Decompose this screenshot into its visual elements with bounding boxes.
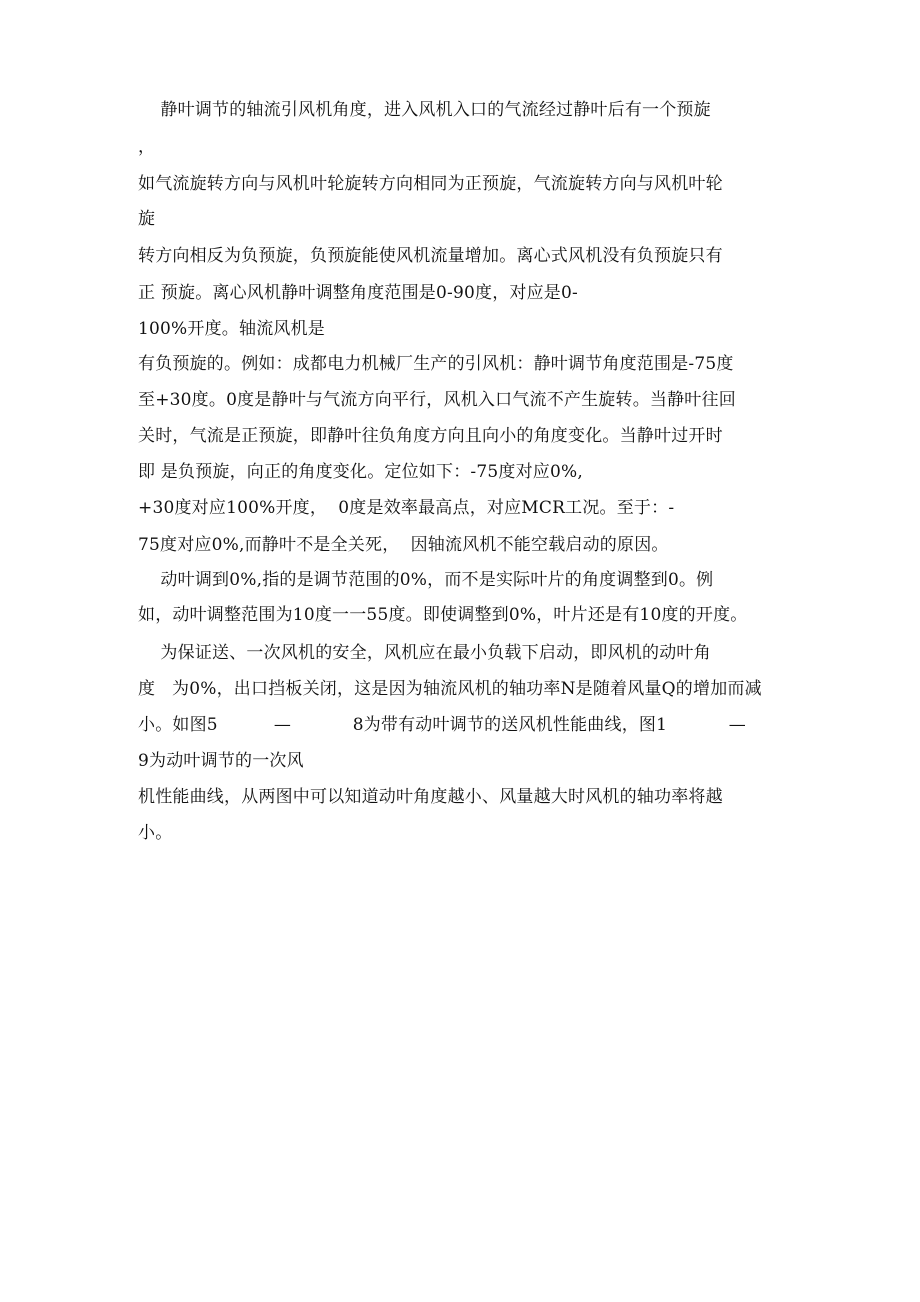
text-line: 75度对应0%,而静叶不是全关死， 因轴流风机不能空载启动的原因。 — [138, 535, 669, 555]
text-line: 有负预旋的。例如：成都电力机械厂生产的引风机：静叶调节角度范围是-75度 — [138, 354, 734, 374]
text-line: 度 为0%，出口挡板关闭，这是因为轴流风机的轴功率N是随着风量Q的增加而减 — [138, 679, 762, 699]
text-line: 即 是负预旋，向正的角度变化。定位如下：-75度对应0%, — [138, 462, 583, 482]
text-line: ， — [138, 137, 156, 157]
text-line: 为保证送、一次风机的安全，风机应在最小负载下启动，即风机的动叶角 — [138, 643, 711, 663]
text-line: +30度对应100%开度， 0度是效率最高点，对应MCR工况。至于：- — [138, 498, 675, 518]
text-line: 正 预旋。离心风机静叶调整角度范围是0-90度，对应是0- — [138, 283, 578, 303]
text-line: 小。 — [138, 823, 173, 843]
text-line: 如气流旋转方向与风机叶轮旋转方向相同为正预旋，气流旋转方向与风机叶轮 — [138, 174, 723, 194]
text-line: 转方向相反为负预旋，负预旋能使风机流量增加。离心式风机没有负预旋只有 — [138, 246, 723, 266]
text-line: 动叶调到0%,指的是调节范围的0%，而不是实际叶片的角度调整到0。例 — [138, 570, 714, 590]
text-line: 100%开度。轴流风机是 — [138, 319, 326, 339]
text-line: 静叶调节的轴流引风机角度，进入风机入口的气流经过静叶后有一个预旋 — [138, 100, 711, 120]
text-line: 旋 — [138, 209, 156, 229]
text-line: 关时，气流是正预旋，即静叶往负角度方向且向小的角度变化。当静叶过开时 — [138, 426, 723, 446]
text-line: 机性能曲线，从两图中可以知道动叶角度越小、风量越大时风机的轴功率将越 — [138, 787, 723, 807]
text-line: 至+30度。0度是静叶与气流方向平行，风机入口气流不产生旋转。当静叶往回 — [138, 390, 736, 410]
text-line: 小。如图5 — 8为带有动叶调节的送风机性能曲线，图1 — — [138, 715, 746, 735]
text-line: 如，动叶调整范围为10度一一55度。即使调整到0%，叶片还是有10度的开度。 — [138, 605, 748, 625]
text-line: 9为动叶调节的一次风 — [138, 751, 304, 771]
